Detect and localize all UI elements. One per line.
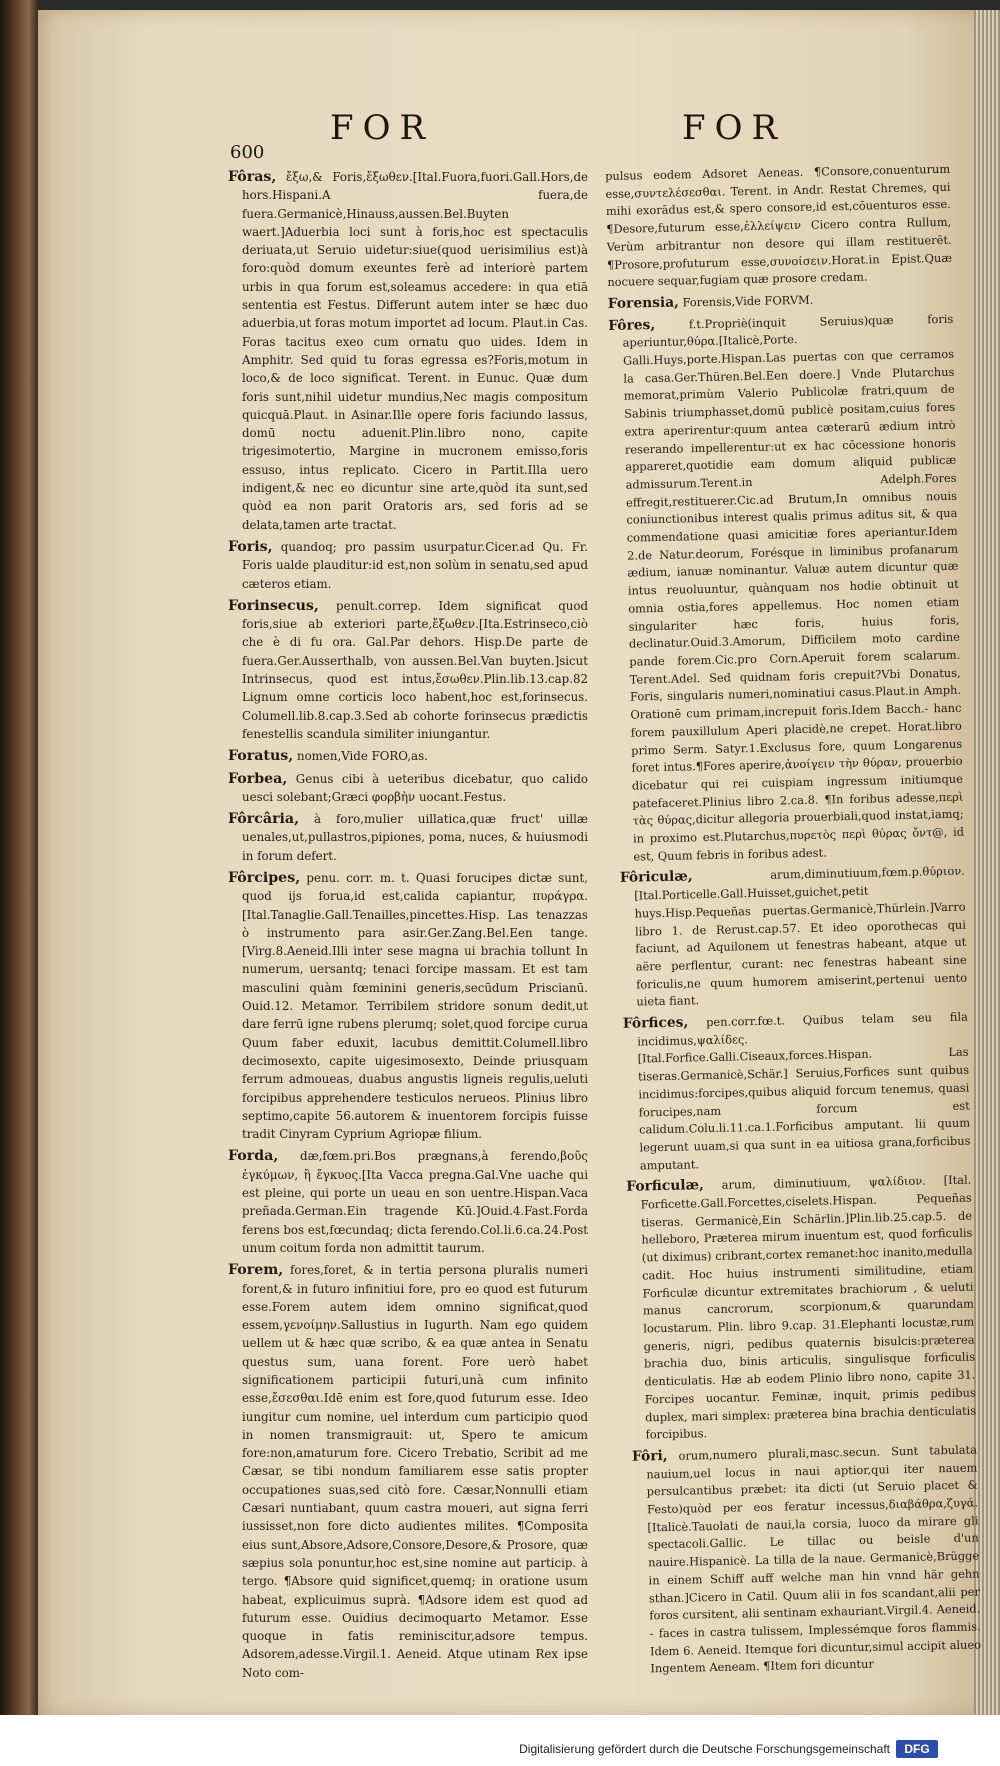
page-number: 600 — [230, 142, 265, 163]
running-head-left: FOR — [330, 108, 435, 148]
right-column — [605, 161, 982, 1683]
entry-text: penu. corr. m. t. Quasi forucipes dictæ sunt, quod ijs forua,id est,calida capiantur, πυράγρα.[Ital.Tanaglie.Gall.Tenailles,pincettes.Hisp. Las tenazzas ò instrumento para asir.Ger.Zang.Bel.Een tange.[Virg.8.Aeneid.Illi inter sese magna ui brachia tollunt In numerum, uersantq; tenaci forcipe massam. Et est tam masculini quàm fœminini generis,secūdum Priscianū. Ouid.12. Metamor. Terribilem stridore sonum dedit,ut dare ferrū igne rubens plerumq; solet,quod forcipe curua Quum faber eduxit, lacubus demittit.Columell.libro decimosexto, capite uigesimosexto, Deinde priusquam ferrum admoueas, duabus angustis ligneis regulis,ueluti forcipibus apprehendere testiculos nerueos. Plinius libro septimo,capite 56.autorem & inuentorem forcipis fuisse tradit Cinyram Cyprium Agriopæ filium. — [242, 870, 588, 1142]
entry-text: quandoq; pro passim usurpatur.Cicer.ad Qu. Fr. Foris ualde plauditur:id est,non solùm in senatu,sed apud cæteros etiam. — [242, 539, 589, 591]
entry-lemma: Fôrcâria, — [228, 811, 300, 828]
entry-lemma: Fôriculæ, — [619, 868, 693, 887]
page-edge — [974, 10, 1000, 1715]
dictionary-entry — [228, 538, 588, 593]
entry-text: nomen,Vide FORO,as. — [296, 749, 428, 764]
left-column — [228, 168, 588, 1686]
dfg-logo: DFG — [896, 1740, 938, 1758]
entry-text: ἔξω,& Foris,ἔξωθεν.[Ital.Fuora,fuori.Gall.Hors,de hors.Hispani.A fuera,de fuera.Germanicè,Hinauss,aussen.Bel.Buyten waert.]Aduerbia loci sunt à foris,hoc est spectaculis deriuata,ut Seruio uidetur:siue(quod uerisimilius est)à foro:quòd domum exeuntes ferè ad interiorè partem urbis in qua forum est,soleamus accedere: in qua etiā sententia est Festus. Differunt autem inter se hæc duo aduerbia,ut foras motum importet ad locum. Plaut.in Cas. Foras tacitus exeo cum ornatu quo uides. Idem in Amphitr. Sed quid tu foras egressa es?Foris,motum in loco,& de loco significat. Terent. in Eunuc. Quæ dum foris sunt,nihil uidetur mundius,Nec magis compositum quicquā.Plaut. in Asinar.Ille opere foris faciundo lassus, domū noctu aduenit.Plin.libro nono, capite trigesimotertio, Margine in mucronem emisso,foris essuso, intus replicato. Cicero in Partit.Illa uero indigent,& nec eo dicuntur sine arte,quòd ita sunt,sed quòd ea non parit Oratoris ars, sed foris ad se delata,tamen arte tractat. — [242, 170, 588, 532]
dictionary-entry — [608, 310, 964, 866]
footer-bar — [0, 1715, 1000, 1766]
entry-lemma: Foris, — [228, 538, 273, 555]
entry-text: dæ,fœm.pri.Bos prægnans,à ferendo,βοῦς ἐγκύμων, ἢ ἔγκυος.[Ita Vacca pregna.Gal.Vne uache qui est pleine, qui porte un ueau en son uentre.Hispan.Vaca preñada.German.Ein tragende Kū.]Ouid.4.Fast.Forda ferens bos est,fœcundaq; dicta ferendo.Col.li.6.ca.24.Post unum coitum forda non admittit taurum. — [242, 1149, 588, 1255]
entry-text: arum, diminutiuum, ψαλίδιον. [Ital. Forficette.Gall.Forcettes,ciselets.Hispan. Pequeñas tiseras. Germanicè,Ein Schärlin.]Plin.lib.25.cap.5. de helleboro, Præterea mirum inuentum est, quod forficulis (ut diximus) cribrant,cortex remanet:hoc inanito,medulla cadit. Hoc huius instrumenti similitudine, etiam Forficulæ dicuntur extremitates brachiorum , & ueluti manus cancrorum, scorpionum,& quarundam locustarum. Plin. libro 9.cap. 31.Elephanti locustæ,rum generis, nigri, pedibus quaternis bisulcis:præterea brachia duo, binis articulis, singulisque forficulis denticulatis. Hæ ab eodem Plinio libro nono, capite 31. Forcipes uocantur. Feminæ, inquit, primis pedibus duplex, mari simplex: præterea bina brachia denticulatis forcipibus. — [640, 1172, 977, 1442]
entry-text: Forensis,Vide FORVM. — [682, 292, 814, 310]
footer-credit: Digitalisierung gefördert durch die Deutsche Forschungsgemeinschaft — [519, 1742, 890, 1756]
entry-lemma: Forda, — [228, 1148, 279, 1165]
entry-lemma: Fôrfices, — [622, 1014, 689, 1032]
entry-text: fores,foret, & in tertia persona pluralis numeri forent,& in futuro infinitiui fore, pro eo quod est futurum esse.Forem autem idem omnino significat,quod essem,γενοίμην.Sallustius in Iugurth. Nam ego quidem uellem ut & hæc quæ scribo, & ea quæ antea in Senatu questus sum, uana forent. Fore uerò habet significationem participii futuri,unà cum infinito esse,ἔσεσθαι.Idē enim est fore,quod futurum esse. Ideo iungitur cum nomine, uel interdum cum participio quod in nomen transmigrauit: ut, Spero te amicum fore:non,amaturum fore. Cicero Trebatio, Scribit ad me Cæsar, se tibi nondum familiarem esse satis propter occupationes suas,sed citò fore. Cæsar,Nonnulli etiam Cæsari nuntiabant, quum castra moueri, aut signa ferri iussisset,non fore dicto audientes milites. ¶Composita eius sunt,Absore,Adsore,Consore,Desore,& Prosore, quæ sæpius sola ponuntur,hoc est,sine nomine aut particip. à tergo. ¶Absore quid significet,quemq; in oratione usum habeat, explicuimus suprà. ¶Adsore idem est quod ad futurum esse. Ouidius decimoquarto Metamor. Esse quoque in fatis reminiscitur,adsore tempus. Adsorem,adesse.Virgil.1. Aeneid. Atque utinam Rex ipse Noto com- — [242, 1263, 589, 1680]
entry-lemma: Fôras, — [228, 169, 277, 185]
entry-lemma: Forinsecus, — [228, 597, 319, 614]
entry-text: pulsus eodem Adsoret Aeneas. ¶Consore,conuenturum esse,συντελέσεσθαι. Terent. in Andr. Restat Chremes, qui mihi exorādus est,& spero consore,id est,cōuenturos esse. ¶Desore,futurum esse,ἐλλείψειν Cicero contra Rullum, Verùm arbitrantur non desore qui illam restituerēt. ¶Prosore,profuturum esse,συνοίσειν.Horat.in Epist.Quæ nocuere sequar,fugiam quæ prosore credam. — [605, 161, 953, 290]
dictionary-entry — [605, 161, 953, 292]
entry-text: orum,numero plurali,masc.secun. Sunt tabulata nauium,uel locus in naui aptior,qui iter nauem persulcantibus præbet: ita dicti (ut Seruio placet & Festo)quòd per eos feratur incessus,διαβάθρα,ζυγά.[Italicè.Tauolati de naui,la corsia, luoco da mirare gli spectacoli.Gallic. Le tillac ou beisle d'un nauire.Hispanicè. La tilla de la naue. Germanicè,Brügge in einem Schiff auff welche man hin vnnd här gehn sthan.]Cicero in Catil. Quum alii in fos scandant,alii per foros cursitent, alii sentinam exhauriant.Virgil.4. Aeneid. - faces in castra tulissem, Implessémque foros flammis. Idem 6. Aeneid. Itemque fori dicuntur,simul accipit alueo Ingentem Aeneam. ¶Item fori dicuntur — [646, 1442, 982, 1676]
entry-lemma: Fôres, — [608, 316, 656, 334]
dictionary-entry — [620, 863, 968, 1012]
dictionary-entry — [228, 1261, 588, 1682]
dictionary-entry — [228, 869, 588, 1143]
entry-lemma: Forensia, — [607, 294, 680, 312]
dictionary-entry — [228, 810, 588, 865]
dictionary-entry — [228, 747, 588, 765]
dictionary-entry — [228, 168, 588, 534]
entry-text: f.t.Propriè(inquit Seruius)quæ foris aperiuntur,θύρα.[Italicè,Porte. Galli.Huys,porte.Hispan.Las puertas con que cerramos la casa.Ger.Thüren.Bel.Een doere.] Vnde Plutarchus memorat,primùm Valerio Publicolæ fratri,quum de Sabinis triumphasset,domū publicè positam,cuius fores extra aperirentur:quum antea cæterarū ædium intrò reserando impellerentur:ut ex hac cōcessione honoris appareret,quotidie eam domum aliquid publicæ admissurum.Terent.in Adelph.Fores effregit,restituerer.Cic.ad Brutum,In omnibus nouis coniunctionibus interest qualis primus aditus sit, & qua commendatione quasi amicitiæ fores aperiantur.Idem 2.de Natur.deorum, Forésque in liminibus profanarum ædium, ianuæ nominantur. Valuæ autem dicuntur quæ intus reuoluuntur, quànquam nos hodie obtinuit ut omnia ostia,fores appellemus. Hoc nomen etiam singulariter hæc foris, huius foris, declinatur.Ouid.3.Amorum, Difficilem moto cardine pande forem.Cic.pro Corn.Aperuit forem scalarum. Terent.Adel. Sed quidnam foris crepuit?Vbi Donatus, Foris, singularis numeri,nominatiui casus.Plaut.in Amph. Orationē cum primam,increpuit foris.Idem Bacch.- hanc forem pauxillulum Aperi placidè,ne crepet. Horat.libro primo Serm. Satyr.1.Exclusus fore, quum Longarenus foret intus.¶Fores aperire,ἀνοίγειν τὴν θύραν, prouerbio dicebatur qui rei cuispiam ingressum initiumque patefaceret.Plinius libro 2.ca.8. ¶In foribus adesse,περὶ τὰς θύρας,dicitur allegoria prouerbiali,quod instat,iamq; in proximo est.Plutarchus,πυρετὸς περὶ θύρας ὄντ@, id est, Quum febris in foribus adest. — [622, 311, 965, 864]
entry-lemma: Forbea, — [228, 770, 288, 787]
entry-lemma: Fôrcipes, — [228, 869, 301, 886]
dictionary-entry — [228, 1147, 588, 1257]
entry-text: penult.correp. Idem significat quod foris,siue ab exteriori parte,ἔξωθεν.[Ita.Estrinseco,ciò che è di fu ora. Gal.Par dehors. Hisp.De parte de fuera.Ger.Ausserthalb, von aussen.Bel.Van buyten.]sicut Intrinsecus, quod est intus,ἔσωθεν.Plin.lib.13.cap.82 Lignum omne corticis loco habent,hoc est,forinsecus. Columell.lib.8.cap.3.Sed ab cohorte forinsecus prædictis fenestellis scandula similiter iniungantur. — [242, 598, 589, 741]
entry-text: arum,diminutiuum,fœm.p.θύριον.[Ital.Porticelle.Gall.Huisset,guichet,petit huys.Hisp.Pequeñas puertas.Germanicè,Thürlein.]Varro libro 1. de Rerust.cap.57. Et ideo oporothecas qui faciunt, ad Aquilonem ut fenestras habeant, atque ut aëre perflentur, curant: nec fenestras habeant sine foriculis,ne quum humorem amiserint,pertenui uento uieta fiant. — [634, 864, 968, 1009]
entry-lemma: Fôri, — [631, 1447, 668, 1465]
entry-text: Genus cibi à ueteribus dicebatur, quo calido uesci solebant;Græci φορβὴν uocant.Festus. — [242, 771, 588, 804]
dictionary-entry — [626, 1172, 976, 1445]
book-spine — [0, 0, 38, 1766]
dictionary-entry — [608, 289, 953, 314]
entry-text: à foro,mulier uillatica,quæ fruct' uillæ uenales,ut,pullastros,pipiones, poma, nuces, & huiusmodi in forum defert. — [242, 812, 589, 863]
entry-lemma: Forficulæ, — [626, 1177, 704, 1196]
dictionary-entry — [228, 597, 588, 743]
dictionary-entry — [623, 1009, 971, 1176]
dictionary-entry — [228, 770, 588, 807]
dictionary-entry — [632, 1441, 982, 1678]
entry-text: pen.corr.fœ.t. Quibus telam seu fila incidimus,ψαλίδες.[Ital.Forfice.Galli.Ciseaux,forces.Hispan. Las tiseras.Germanicè,Schär.] Seruius,Forfices sunt quibus incidimus:forcipes,quibus aliquid forcum tenemus, quasi forucipes,nam forcum est calidum.Colu.li.11.ca.1.Forficibus amputant. lii quum legerunt uuam,si qua sunt in ea uitiosa grana,forficibus amputant. — [637, 1009, 971, 1173]
running-head-right: FOR — [682, 108, 787, 148]
entry-lemma: Foratus, — [228, 748, 294, 765]
entry-lemma: Forem, — [228, 1262, 284, 1279]
